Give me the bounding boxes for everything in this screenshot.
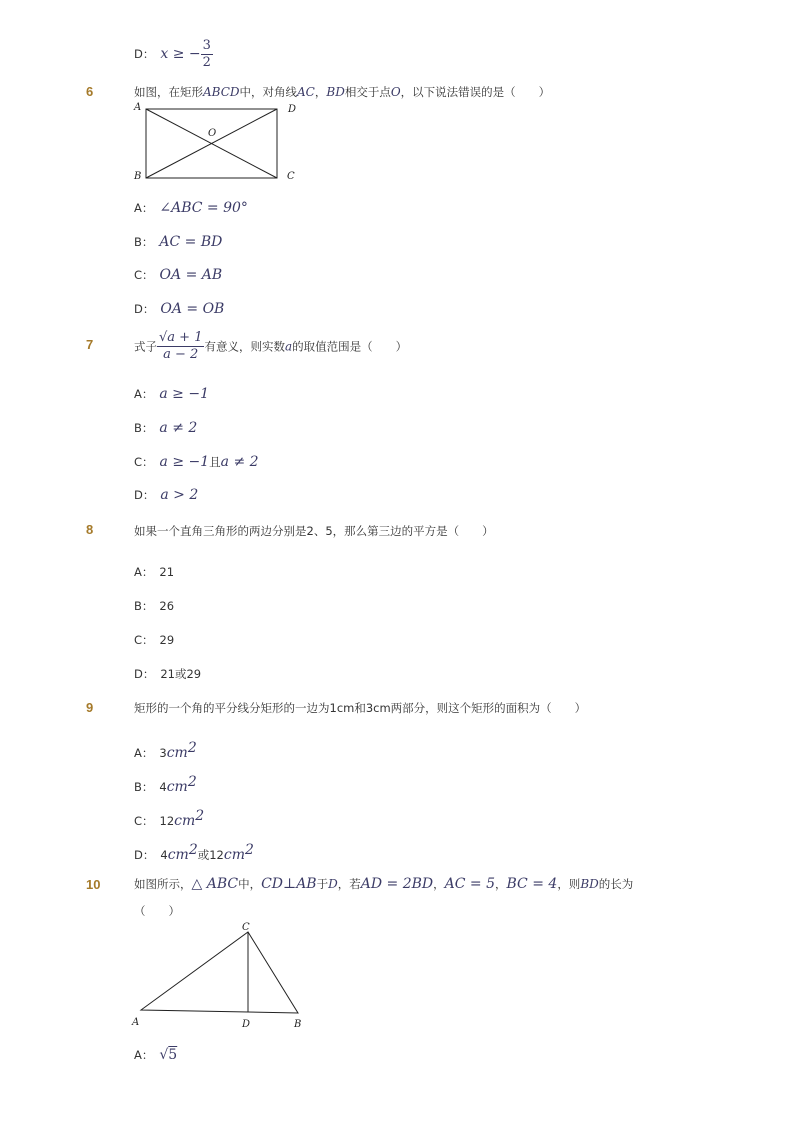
q8-option-c[interactable]: C： 29	[134, 633, 175, 647]
vertex-label-a: A	[132, 1017, 140, 1028]
fraction: $\frac{3}{2}$	[202, 38, 211, 70]
question-number-6: 6	[86, 84, 94, 99]
vertex-label-c: C	[242, 922, 250, 933]
q8-option-a[interactable]: A： 21	[134, 565, 175, 579]
q9-option-c[interactable]: C： $12cm^2$	[134, 808, 205, 829]
vertex-label-o: O	[208, 128, 217, 139]
triangle-abc	[141, 932, 298, 1013]
vertex-label-b: B	[294, 1019, 302, 1030]
q6-option-b[interactable]: B： AC = BD	[134, 234, 223, 250]
question-number-10: 10	[86, 877, 101, 892]
q6-option-a[interactable]: A： ∠ABC = 90°	[134, 200, 248, 216]
vertex-label-b: B	[134, 171, 142, 182]
q7-option-d[interactable]: D： a > 2	[134, 487, 199, 503]
question-number-7: 7	[86, 337, 94, 352]
vertex-label-d: D	[288, 104, 297, 115]
q9-option-b[interactable]: B： $4cm^2$	[134, 774, 197, 795]
q6-option-d[interactable]: D： OA = OB	[134, 301, 225, 317]
question-number-9: 9	[86, 700, 94, 715]
question-number-8: 8	[86, 522, 94, 537]
q9-option-a[interactable]: A： $3cm^2$	[134, 740, 197, 761]
q6-option-c[interactable]: C： OA = AB	[134, 267, 223, 283]
rectangle-figure	[130, 100, 310, 186]
q5-option-d[interactable]	[134, 38, 213, 71]
option-math: x ≥ −	[160, 46, 201, 62]
q7-option-a[interactable]: A： a ≥ −1	[134, 386, 209, 402]
q9-option-d[interactable]: D： $4cm^2$或$12cm^2$	[134, 842, 254, 863]
option-label: D：	[134, 47, 155, 61]
q7-option-c[interactable]: C： a ≥ −1且a ≠ 2	[134, 454, 259, 470]
triangle-figure	[128, 915, 318, 1033]
q8-option-b[interactable]: B： 26	[134, 599, 175, 613]
question-7-text: 式子 $\frac{√a + 1}{a - 2}$ 有意义，则实数a的取值范围是（ ）	[134, 330, 408, 362]
question-10-text: 如图所示，△ ABC中，CD⊥AB于D，若AD = 2BD，AC = 5，BC = 4，则BD的长为	[134, 876, 634, 892]
question-6-text: 如图，在矩形ABCD中，对角线AC，BD相交于点O，以下说法错误的是（ ）	[134, 85, 551, 99]
q10-option-a[interactable]: A： √5	[134, 1047, 178, 1063]
vertex-label-a: A	[134, 102, 142, 113]
q8-option-d[interactable]: D： 21或29	[134, 667, 202, 681]
question-10-text-line2: （ ）	[134, 904, 180, 918]
q7-option-b[interactable]: B： a ≠ 2	[134, 420, 198, 436]
fraction: $\frac{√a + 1}{a - 2}$	[159, 330, 203, 362]
question-8-text: 如果一个直角三角形的两边分别是2、5，那么第三边的平方是（ ）	[134, 524, 494, 538]
vertex-label-d: D	[242, 1019, 251, 1030]
vertex-label-c: C	[287, 171, 295, 182]
question-9-text: 矩形的一个角的平分线分矩形的一边为1cm和3cm两部分，则这个矩形的面积为（ ）	[134, 701, 587, 715]
